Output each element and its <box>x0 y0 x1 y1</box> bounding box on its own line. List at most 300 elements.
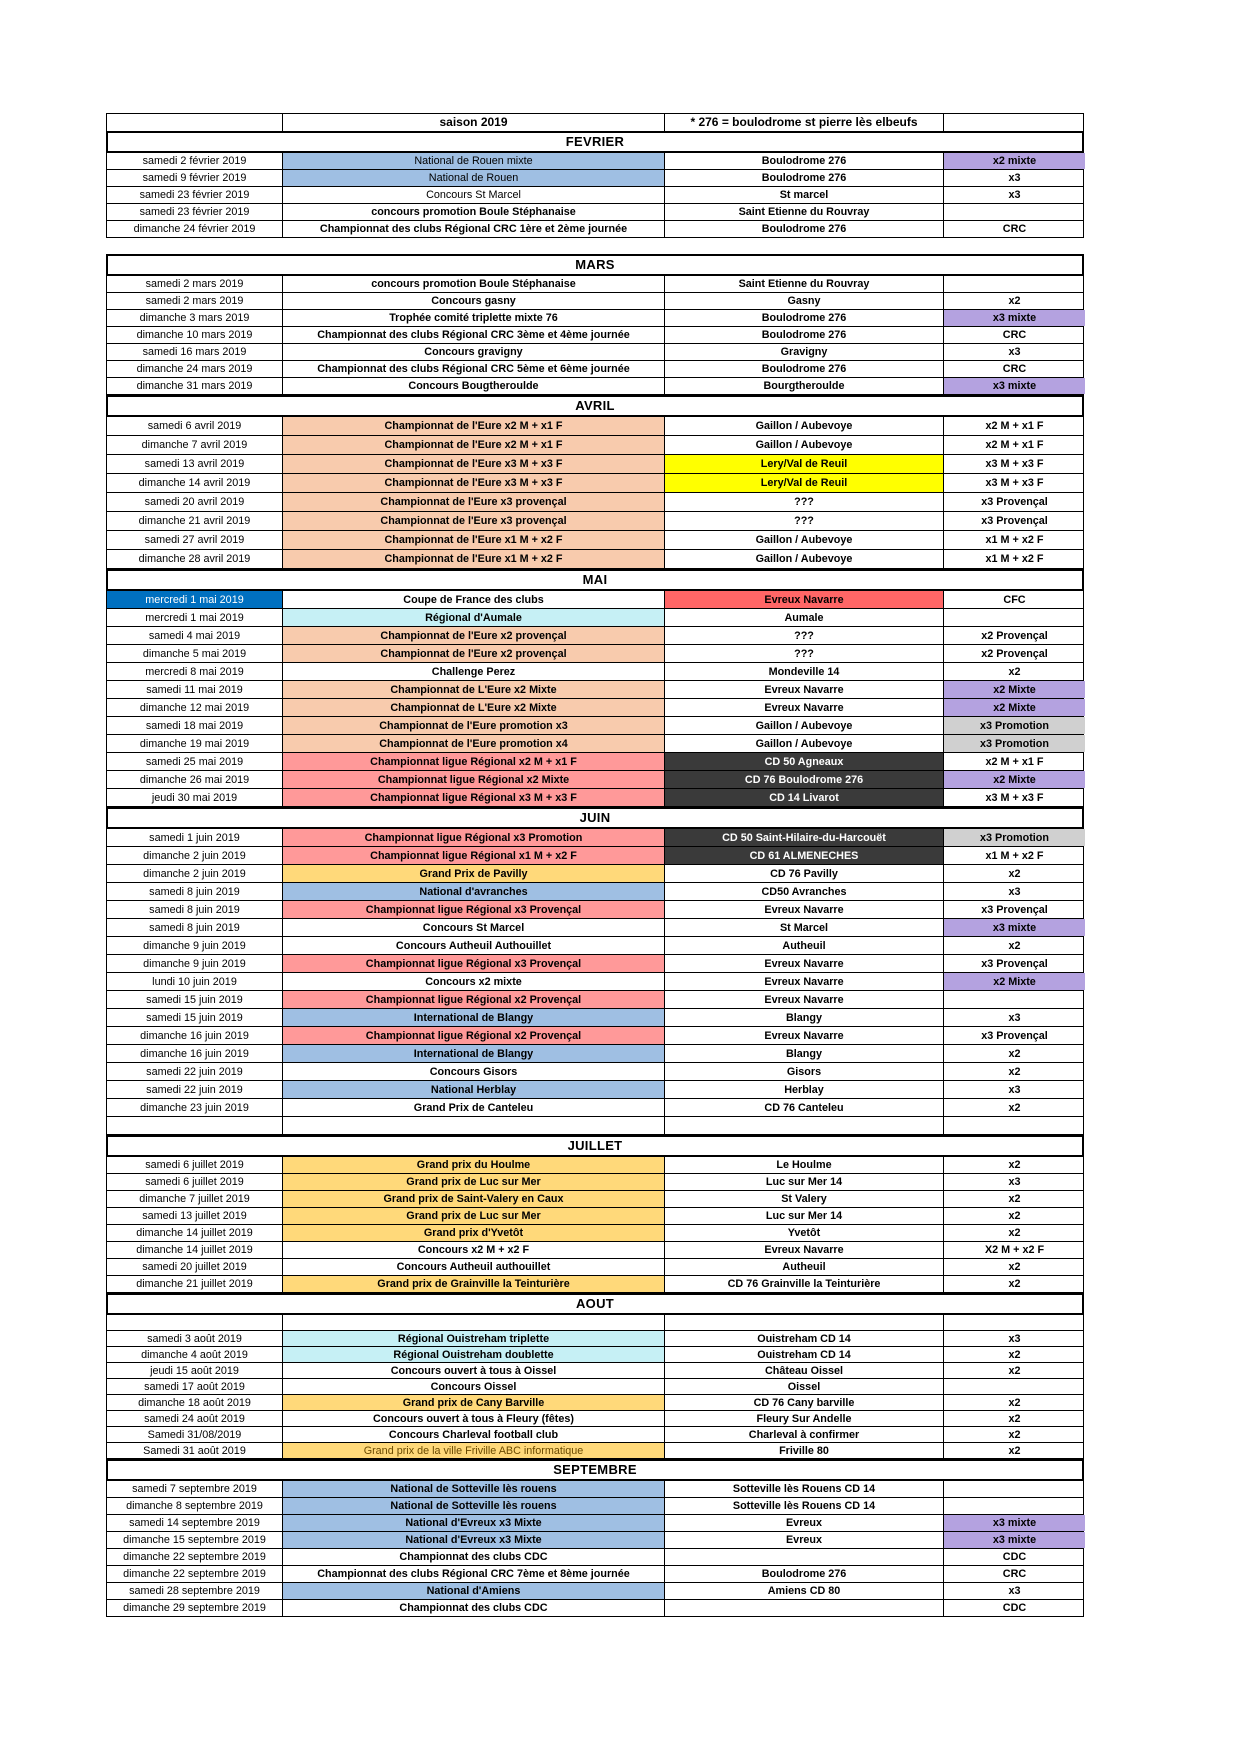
type-cell: x2 <box>1008 1396 1021 1409</box>
date-cell: samedi 6 juillet 2019 <box>107 1157 283 1173</box>
table-row <box>106 1347 1084 1363</box>
place-cell: CD 76 Pavilly <box>665 865 944 882</box>
date-cell: samedi 18 mai 2019 <box>107 717 283 734</box>
date-cell: dimanche 21 juillet 2019 <box>107 1276 283 1292</box>
type-cell: x2 M + x1 F <box>985 439 1044 451</box>
type-cell: x3 mixte <box>944 1515 1085 1531</box>
place-cell: Gaillon / Aubevoye <box>665 735 944 752</box>
place-cell: ??? <box>665 493 944 511</box>
table-row <box>106 663 1084 681</box>
month-header: JUILLET <box>106 1135 1084 1157</box>
place-cell: Charleval à confirmer <box>665 1427 944 1442</box>
table-row <box>106 293 1084 310</box>
table-row <box>106 204 1084 221</box>
place-cell: Gasny <box>665 293 944 309</box>
event-cell: Trophée comité triplette mixte 76 <box>283 310 665 326</box>
type-cell: x3 mixte <box>944 919 1085 936</box>
date-cell <box>107 1117 283 1134</box>
type-cell: x3 <box>1008 885 1021 898</box>
event-cell: National de Sotteville lès rouens <box>283 1498 665 1514</box>
event-cell: Championnat ligue Régional x2 Provençal <box>283 991 665 1008</box>
type-cell: x2 <box>1008 1261 1021 1273</box>
type-cell <box>944 276 1085 292</box>
event-cell: Concours x2 mixte <box>283 973 665 990</box>
event-cell: Championnat ligue Régional x3 Provençal <box>283 955 665 972</box>
type-cell: x2 <box>1008 1210 1021 1222</box>
event-cell: Concours x2 M + x2 F <box>283 1242 665 1258</box>
table-row <box>106 378 1084 395</box>
type-cell: x2 <box>1008 939 1021 952</box>
type-cell <box>944 1379 1085 1394</box>
date-cell: dimanche 14 juillet 2019 <box>107 1242 283 1258</box>
place-cell: Autheuil <box>665 1259 944 1275</box>
place-cell: Evreux Navarre <box>665 591 944 608</box>
event-cell: National Herblay <box>283 1081 665 1098</box>
event-cell: Concours ouvert à tous à Oissel <box>283 1363 665 1378</box>
event-cell: Concours Bougtheroulde <box>283 378 665 394</box>
type-cell: x3 <box>1008 1083 1021 1096</box>
place-cell: Saint Etienne du Rouvray <box>665 276 944 292</box>
event-cell: Championnat de l'Eure promotion x4 <box>283 735 665 752</box>
date-cell: dimanche 2 juin 2019 <box>107 847 283 864</box>
event-cell: Concours Gisors <box>283 1063 665 1080</box>
date-cell: samedi 15 juin 2019 <box>107 991 283 1008</box>
table-row <box>106 753 1084 771</box>
month-header: AOUT <box>106 1293 1084 1315</box>
event-cell: Championnat de l'Eure x2 provençal <box>283 627 665 644</box>
event-cell: National d'Evreux x3 Mixte <box>283 1515 665 1531</box>
place-cell: Gravigny <box>665 344 944 360</box>
event-cell: Concours Autheuil authouillet <box>283 1259 665 1275</box>
event-cell: concours promotion Boule Stéphanaise <box>283 204 665 220</box>
date-cell: dimanche 10 mars 2019 <box>107 327 283 343</box>
table-row <box>106 699 1084 717</box>
event-cell: Régional d'Aumale <box>283 609 665 626</box>
table-row <box>106 771 1084 789</box>
month-header: JUIN <box>106 807 1084 829</box>
calendar-sheet <box>106 113 1084 1617</box>
table-row <box>106 829 1084 847</box>
place-cell: Boulodrome 276 <box>665 361 944 377</box>
type-cell: x2 Mixte <box>944 771 1085 788</box>
place-cell: Aumale <box>665 609 944 626</box>
table-row <box>106 973 1084 991</box>
type-cell: x2 <box>1008 1101 1021 1114</box>
place-cell: Blangy <box>665 1045 944 1062</box>
date-cell: mercredi 8 mai 2019 <box>107 663 283 680</box>
event-cell: Concours Charleval football club <box>283 1427 665 1442</box>
date-cell: samedi 27 avril 2019 <box>107 531 283 549</box>
date-cell: samedi 8 juin 2019 <box>107 901 283 918</box>
type-cell: x2 <box>1008 1364 1021 1377</box>
table-row <box>106 919 1084 937</box>
event-cell: Grand prix de Luc sur Mer <box>283 1174 665 1190</box>
place-cell: Luc sur Mer 14 <box>665 1208 944 1224</box>
type-cell: x2 <box>1008 1047 1021 1060</box>
date-cell: samedi 13 juillet 2019 <box>107 1208 283 1224</box>
type-cell: CDC <box>1002 1602 1027 1614</box>
table-row <box>106 550 1084 569</box>
date-cell: dimanche 5 mai 2019 <box>107 645 283 662</box>
table-row <box>106 1225 1084 1242</box>
type-cell <box>944 609 1085 626</box>
place-cell: Blangy <box>665 1009 944 1026</box>
place-cell: Amiens CD 80 <box>665 1583 944 1599</box>
season-label: saison 2019 <box>283 114 665 131</box>
event-cell: Championnat ligue Régional x1 M + x2 F <box>283 847 665 864</box>
date-cell: samedi 20 juillet 2019 <box>107 1259 283 1275</box>
table-row <box>106 955 1084 973</box>
table-row <box>106 1027 1084 1045</box>
place-cell: Lery/Val de Reuil <box>665 474 944 492</box>
date-cell: dimanche 18 août 2019 <box>107 1395 283 1410</box>
table-row <box>106 1395 1084 1411</box>
event-cell: National de Sotteville lès rouens <box>283 1481 665 1497</box>
place-cell: Evreux Navarre <box>665 991 944 1008</box>
event-cell: Championnat des clubs CDC <box>283 1549 665 1565</box>
table-row <box>106 512 1084 531</box>
place-cell <box>665 1549 944 1565</box>
place-cell: Ouistreham CD 14 <box>665 1347 944 1362</box>
date-cell: dimanche 9 juin 2019 <box>107 955 283 972</box>
type-cell: x2 <box>1008 1193 1021 1205</box>
month-header: MARS <box>106 254 1084 276</box>
type-cell: x3 M + x3 F <box>985 791 1044 804</box>
date-cell: samedi 9 février 2019 <box>107 170 283 186</box>
table-row <box>106 1191 1084 1208</box>
date-cell: dimanche 16 juin 2019 <box>107 1027 283 1044</box>
table-row <box>106 1276 1084 1293</box>
event-cell: Championnat des clubs Régional CRC 3ème et 4ème journée <box>283 327 665 343</box>
place-cell: Le Houlme <box>665 1157 944 1173</box>
event-cell: Championnat de l'Eure x3 provençal <box>283 512 665 530</box>
event-cell: Championnat de l'Eure x1 M + x2 F <box>283 531 665 549</box>
table-row <box>106 187 1084 204</box>
type-cell: CRC <box>1002 329 1027 341</box>
month-header: FEVRIER <box>106 131 1084 153</box>
type-cell: x3 mixte <box>944 1532 1085 1548</box>
place-cell: Château Oissel <box>665 1363 944 1378</box>
event-cell: Concours St Marcel <box>283 187 665 203</box>
type-cell: x3 Promotion <box>944 829 1085 846</box>
table-row <box>106 153 1084 170</box>
table-row <box>106 344 1084 361</box>
event-cell: National de Rouen <box>283 170 665 186</box>
event-cell: National d'Amiens <box>283 1583 665 1599</box>
date-cell: dimanche 28 avril 2019 <box>107 550 283 568</box>
table-row <box>106 361 1084 378</box>
table-row <box>106 1583 1084 1600</box>
date-cell: samedi 22 juin 2019 <box>107 1081 283 1098</box>
date-cell: samedi 2 mars 2019 <box>107 293 283 309</box>
event-cell: Grand prix de Cany Barville <box>283 1395 665 1410</box>
type-cell: x2 Mixte <box>944 973 1085 990</box>
event-cell: Grand prix d'Yvetôt <box>283 1225 665 1241</box>
type-cell: x3 <box>1008 1332 1021 1345</box>
months-container <box>106 131 1084 1617</box>
date-cell: samedi 25 mai 2019 <box>107 753 283 770</box>
place-cell: Evreux Navarre <box>665 1027 944 1044</box>
type-cell: x2 <box>1008 665 1021 678</box>
date-cell: dimanche 14 avril 2019 <box>107 474 283 492</box>
date-cell: dimanche 23 juin 2019 <box>107 1099 283 1116</box>
event-cell: Grand prix de Grainville la Teinturière <box>283 1276 665 1292</box>
place-cell: Boulodrome 276 <box>665 327 944 343</box>
place-cell: Saint Etienne du Rouvray <box>665 204 944 220</box>
place-cell: Boulodrome 276 <box>665 153 944 169</box>
table-row <box>106 1208 1084 1225</box>
table-row <box>106 1157 1084 1174</box>
place-cell: Evreux Navarre <box>665 901 944 918</box>
event-cell: Championnat des clubs Régional CRC 1ère et 2ème journée <box>283 221 665 237</box>
type-cell: x1 M + x2 F <box>985 534 1044 546</box>
place-cell: Lery/Val de Reuil <box>665 455 944 473</box>
type-cell: x3 Provençal <box>981 957 1048 970</box>
place-cell: St Marcel <box>665 919 944 936</box>
table-row <box>106 937 1084 955</box>
event-cell: International de Blangy <box>283 1009 665 1026</box>
month-header: MAI <box>106 569 1084 591</box>
event-cell: Grand prix de la ville Friville ABC informatique <box>283 1443 665 1458</box>
place-cell: Gaillon / Aubevoye <box>665 417 944 435</box>
type-cell: x2 <box>1008 295 1021 307</box>
type-cell: x2 Mixte <box>944 699 1085 716</box>
type-cell: x1 M + x2 F <box>985 849 1044 862</box>
date-cell: dimanche 24 mars 2019 <box>107 361 283 377</box>
month-header: SEPTEMBRE <box>106 1459 1084 1481</box>
table-row <box>106 1443 1084 1459</box>
type-cell: x2 <box>1008 1227 1021 1239</box>
boulodrome-note: * 276 = boulodrome st pierre lès elbeufs <box>665 114 944 131</box>
table-row <box>106 1117 1084 1135</box>
type-cell: x3 Provençal <box>981 1029 1048 1042</box>
table-row <box>106 1498 1084 1515</box>
table-row <box>106 883 1084 901</box>
table-row <box>106 417 1084 436</box>
place-cell: ??? <box>665 645 944 662</box>
type-cell: x2 <box>1008 867 1021 880</box>
date-cell: Samedi 31 août 2019 <box>107 1443 283 1458</box>
place-cell: CD 76 Canteleu <box>665 1099 944 1116</box>
header-col1 <box>107 114 283 131</box>
place-cell: Gisors <box>665 1063 944 1080</box>
date-cell: dimanche 3 mars 2019 <box>107 310 283 326</box>
date-cell: samedi 15 juin 2019 <box>107 1009 283 1026</box>
type-cell: CRC <box>1002 363 1027 375</box>
place-cell: Evreux Navarre <box>665 681 944 698</box>
type-cell: x3 Promotion <box>944 717 1085 734</box>
event-cell: Championnat de l'Eure x3 M + x3 F <box>283 474 665 492</box>
place-cell: Boulodrome 276 <box>665 310 944 326</box>
table-row <box>106 681 1084 699</box>
place-cell <box>665 1600 944 1616</box>
table-row <box>106 327 1084 344</box>
type-cell: x2 <box>1008 1278 1021 1290</box>
header-row <box>106 113 1084 131</box>
table-row <box>106 1481 1084 1498</box>
type-cell: x2 Mixte <box>944 681 1085 698</box>
date-cell: samedi 20 avril 2019 <box>107 493 283 511</box>
event-cell: Championnat des clubs Régional CRC 7ème et 8ème journée <box>283 1566 665 1582</box>
type-cell: x3 <box>1008 346 1021 358</box>
date-cell: samedi 22 juin 2019 <box>107 1063 283 1080</box>
table-row <box>106 1174 1084 1191</box>
type-cell: x1 M + x2 F <box>985 553 1044 565</box>
date-cell: samedi 2 mars 2019 <box>107 276 283 292</box>
date-cell: samedi 2 février 2019 <box>107 153 283 169</box>
date-cell: dimanche 9 juin 2019 <box>107 937 283 954</box>
type-cell: x2 mixte <box>944 153 1085 169</box>
place-cell: Autheuil <box>665 937 944 954</box>
date-cell: samedi 7 septembre 2019 <box>107 1481 283 1497</box>
event-cell: National d'Evreux x3 Mixte <box>283 1532 665 1548</box>
table-row <box>106 436 1084 455</box>
table-row <box>106 1600 1084 1617</box>
table-row <box>106 1427 1084 1443</box>
table-row <box>106 1081 1084 1099</box>
place-cell: Gaillon / Aubevoye <box>665 717 944 734</box>
type-cell: x3 Promotion <box>944 735 1085 752</box>
table-row <box>106 310 1084 327</box>
table-row <box>106 1549 1084 1566</box>
type-cell: x3 <box>1008 189 1021 201</box>
date-cell: jeudi 15 août 2019 <box>107 1363 283 1378</box>
date-cell: samedi 28 septembre 2019 <box>107 1583 283 1599</box>
type-cell: x2 <box>1008 1159 1021 1171</box>
event-cell: Grand Prix de Canteleu <box>283 1099 665 1116</box>
place-cell: Evreux Navarre <box>665 1242 944 1258</box>
table-row <box>106 1009 1084 1027</box>
table-row <box>106 627 1084 645</box>
date-cell: samedi 8 juin 2019 <box>107 883 283 900</box>
type-cell: x3 Provençal <box>981 496 1048 508</box>
place-cell: CD 61 ALMENECHES <box>665 847 944 864</box>
date-cell <box>107 1315 283 1330</box>
place-cell: CD50 Avranches <box>665 883 944 900</box>
date-cell: dimanche 26 mai 2019 <box>107 771 283 788</box>
type-cell: CFC <box>1003 593 1026 606</box>
place-cell: CD 76 Grainville la Teinturière <box>665 1276 944 1292</box>
event-cell: International de Blangy <box>283 1045 665 1062</box>
table-row <box>106 991 1084 1009</box>
type-cell: x3 M + x3 F <box>985 477 1044 489</box>
event-cell: Championnat de l'Eure promotion x3 <box>283 717 665 734</box>
table-row <box>106 493 1084 512</box>
event-cell: Championnat de l'Eure x1 M + x2 F <box>283 550 665 568</box>
table-row <box>106 901 1084 919</box>
event-cell: National d'avranches <box>283 883 665 900</box>
type-cell: CRC <box>1002 223 1027 235</box>
event-cell: Championnat des clubs Régional CRC 5ème et 6ème journée <box>283 361 665 377</box>
place-cell <box>665 1315 944 1330</box>
date-cell: dimanche 22 septembre 2019 <box>107 1549 283 1565</box>
date-cell: mercredi 1 mai 2019 <box>107 609 283 626</box>
date-cell: samedi 6 avril 2019 <box>107 417 283 435</box>
event-cell: Championnat de l'Eure x3 M + x3 F <box>283 455 665 473</box>
place-cell: Evreux <box>665 1532 944 1548</box>
place-cell: CD 50 Agneaux <box>665 753 944 770</box>
type-cell: x3 Provençal <box>981 903 1048 916</box>
place-cell <box>665 1117 944 1134</box>
type-cell: x3 mixte <box>944 378 1085 394</box>
table-row <box>106 865 1084 883</box>
date-cell: samedi 6 juillet 2019 <box>107 1174 283 1190</box>
place-cell: Sotteville lès Rouens CD 14 <box>665 1498 944 1514</box>
type-cell: x3 <box>1008 172 1021 184</box>
place-cell: Evreux <box>665 1515 944 1531</box>
event-cell: Grand prix de Luc sur Mer <box>283 1208 665 1224</box>
date-cell: Samedi 31/08/2019 <box>107 1427 283 1442</box>
type-cell <box>944 1315 1085 1330</box>
event-cell: Concours ouvert à tous à Fleury (fêtes) <box>283 1411 665 1426</box>
event-cell: Championnat ligue Régional x3 Promotion <box>283 829 665 846</box>
event-cell: Championnat de l'Eure x2 M + x1 F <box>283 436 665 454</box>
date-cell: dimanche 22 septembre 2019 <box>107 1566 283 1582</box>
date-cell: dimanche 16 juin 2019 <box>107 1045 283 1062</box>
place-cell: St marcel <box>665 187 944 203</box>
event-cell: Championnat ligue Régional x3 Provençal <box>283 901 665 918</box>
place-cell: CD 50 Saint-Hilaire-du-Harcouët <box>665 829 944 846</box>
table-row <box>106 276 1084 293</box>
table-row <box>106 531 1084 550</box>
event-cell: Championnat ligue Régional x3 M + x3 F <box>283 789 665 806</box>
date-cell: dimanche 14 juillet 2019 <box>107 1225 283 1241</box>
event-cell: Grand prix du Houlme <box>283 1157 665 1173</box>
date-cell: samedi 24 août 2019 <box>107 1411 283 1426</box>
table-row <box>106 1363 1084 1379</box>
type-cell: x2 Provençal <box>981 647 1048 660</box>
event-cell: Grand prix de Saint-Valery en Caux <box>283 1191 665 1207</box>
type-cell <box>944 1498 1085 1514</box>
date-cell: dimanche 15 septembre 2019 <box>107 1532 283 1548</box>
place-cell: Fleury Sur Andelle <box>665 1411 944 1426</box>
event-cell: Concours gravigny <box>283 344 665 360</box>
event-cell: concours promotion Boule Stéphanaise <box>283 276 665 292</box>
type-cell <box>944 204 1085 220</box>
table-row <box>106 609 1084 627</box>
place-cell: CD 76 Cany barville <box>665 1395 944 1410</box>
type-cell <box>944 1481 1085 1497</box>
place-cell: Sotteville lès Rouens CD 14 <box>665 1481 944 1497</box>
place-cell: Evreux Navarre <box>665 699 944 716</box>
place-cell: Boulodrome 276 <box>665 170 944 186</box>
type-cell <box>944 991 1085 1008</box>
table-row <box>106 170 1084 187</box>
date-cell: mercredi 1 mai 2019 <box>107 591 283 608</box>
date-cell: dimanche 29 septembre 2019 <box>107 1600 283 1616</box>
date-cell: samedi 16 mars 2019 <box>107 344 283 360</box>
date-cell: dimanche 8 septembre 2019 <box>107 1498 283 1514</box>
table-row <box>106 591 1084 609</box>
event-cell <box>283 1117 665 1134</box>
event-cell: Régional Ouistreham triplette <box>283 1331 665 1346</box>
date-cell: samedi 3 août 2019 <box>107 1331 283 1346</box>
type-cell: CDC <box>1002 1551 1027 1563</box>
event-cell: Régional Ouistreham doublette <box>283 1347 665 1362</box>
table-row <box>106 1411 1084 1427</box>
table-row <box>106 1379 1084 1395</box>
date-cell: dimanche 7 avril 2019 <box>107 436 283 454</box>
date-cell: dimanche 4 août 2019 <box>107 1347 283 1362</box>
date-cell: samedi 4 mai 2019 <box>107 627 283 644</box>
type-cell: x2 <box>1008 1444 1021 1457</box>
type-cell: x2 <box>1008 1348 1021 1361</box>
place-cell: Mondeville 14 <box>665 663 944 680</box>
date-cell: samedi 23 février 2019 <box>107 187 283 203</box>
type-cell <box>944 1117 1085 1134</box>
date-cell: samedi 1 juin 2019 <box>107 829 283 846</box>
event-cell: Championnat de l'Eure x2 provençal <box>283 645 665 662</box>
